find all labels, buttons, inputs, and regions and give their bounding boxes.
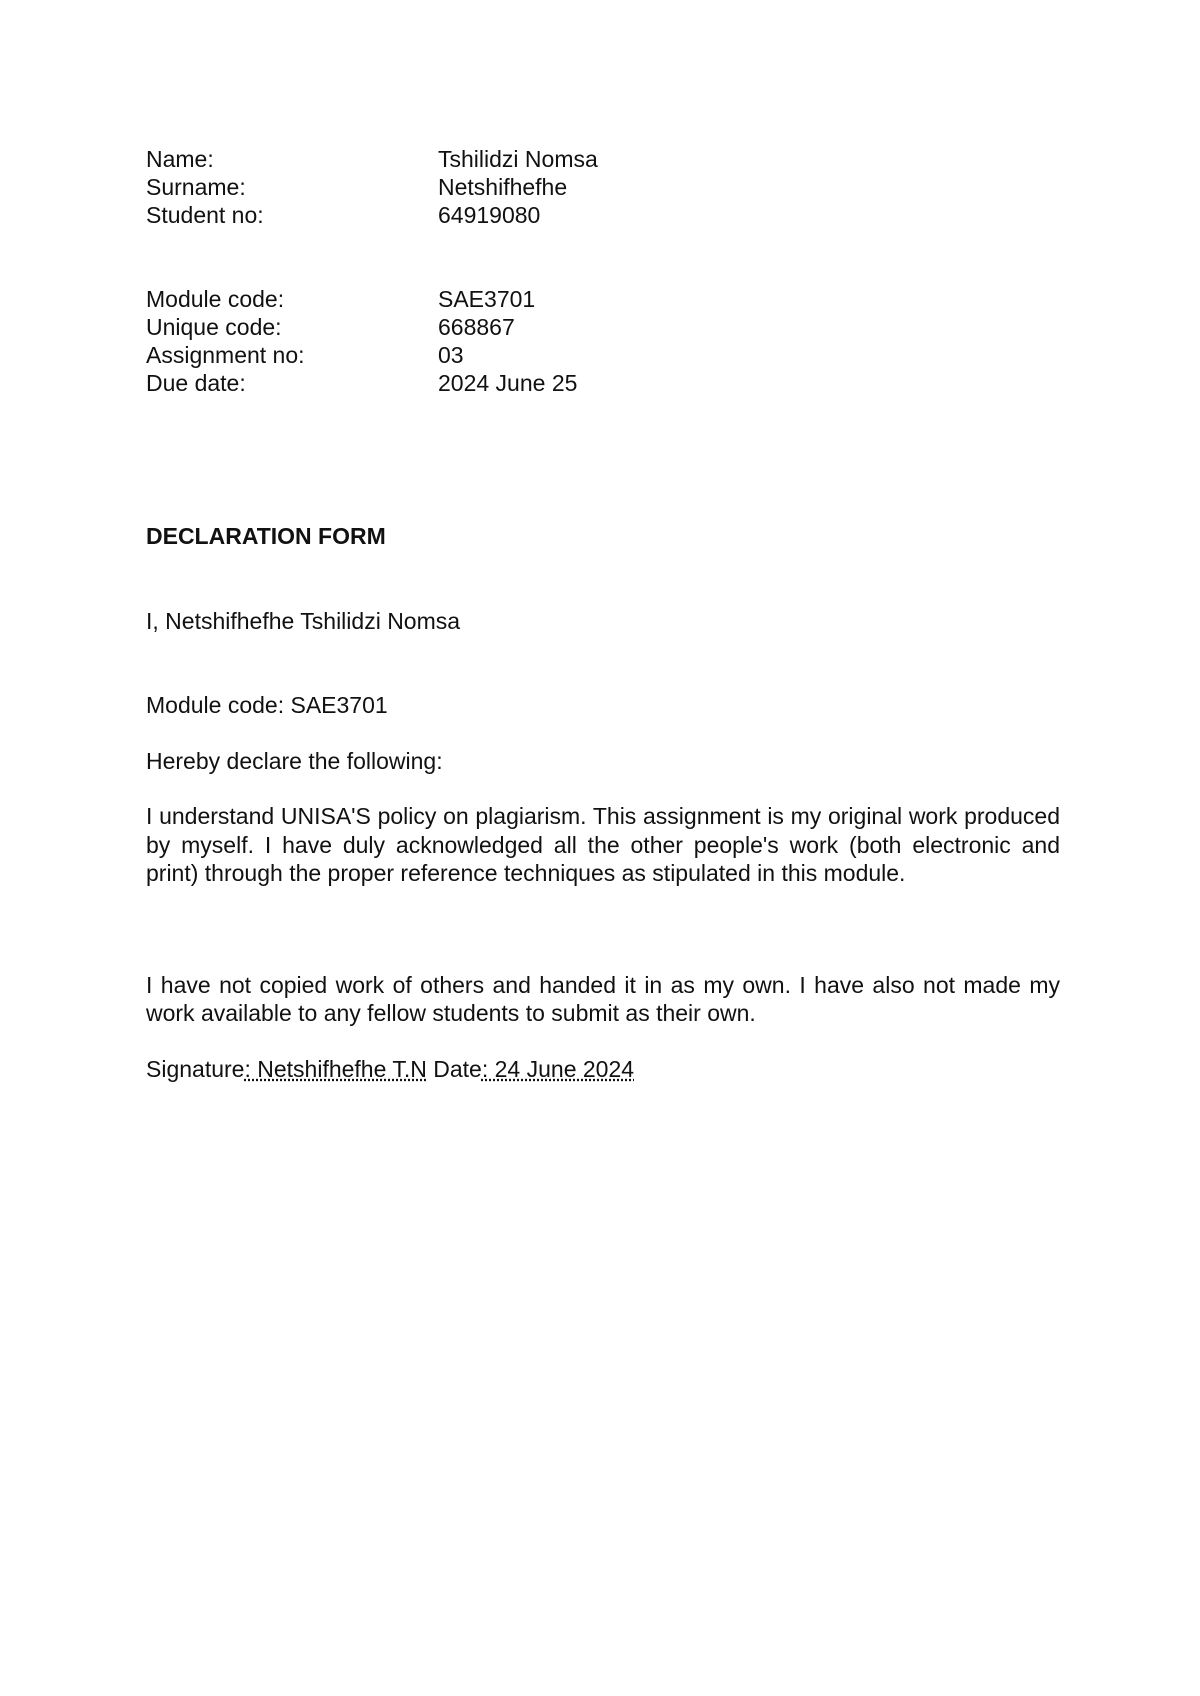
declarant-line: I, Netshifhefhe Tshilidzi Nomsa [146, 608, 461, 634]
document-content [146, 145, 1060, 1083]
declaration-heading: DECLARATION FORM [146, 523, 386, 549]
module-code-label: Module code: [146, 286, 285, 312]
hereby-declare-line: Hereby declare the following: [146, 748, 443, 774]
module-code-value: SAE3701 [438, 286, 536, 312]
plagiarism-paragraph: I understand UNISA'S policy on plagiarism. This assignment is my original work produced by myself. I have duly acknowledged all the other people's work (both electronic and print) through the proper reference techniques as stipulated in this module. [146, 803, 1060, 886]
signature-line [146, 1055, 1060, 1083]
surname-label: Surname: [146, 174, 246, 200]
module-info-block [146, 285, 1060, 397]
due-date-value: 2024 June 25 [438, 370, 578, 396]
student-info-block [146, 145, 1060, 229]
signature-value: : Netshifhefhe T.N [244, 1055, 427, 1082]
assignment-no-label: Assignment no: [146, 342, 305, 368]
signature-label: Signature [146, 1055, 245, 1082]
name-value: Tshilidzi Nomsa [438, 146, 598, 172]
no-copying-paragraph: I have not copied work of others and handed it in as my own. I have also not made my work available to any fellow students to submit as their own. [146, 971, 1060, 1026]
unique-code-label: Unique code: [146, 314, 282, 340]
unique-code-value: 668867 [438, 314, 515, 340]
name-label: Name: [146, 146, 214, 172]
module-code-line: Module code: SAE3701 [146, 692, 388, 718]
student-no-label: Student no: [146, 202, 264, 228]
date-label: Date [433, 1055, 482, 1082]
student-no-value: 64919080 [438, 202, 541, 228]
due-date-label: Due date: [146, 370, 246, 396]
assignment-no-value: 03 [438, 342, 464, 368]
surname-value: Netshifhefhe [438, 174, 568, 200]
date-value: : 24 June 2024 [481, 1055, 635, 1082]
